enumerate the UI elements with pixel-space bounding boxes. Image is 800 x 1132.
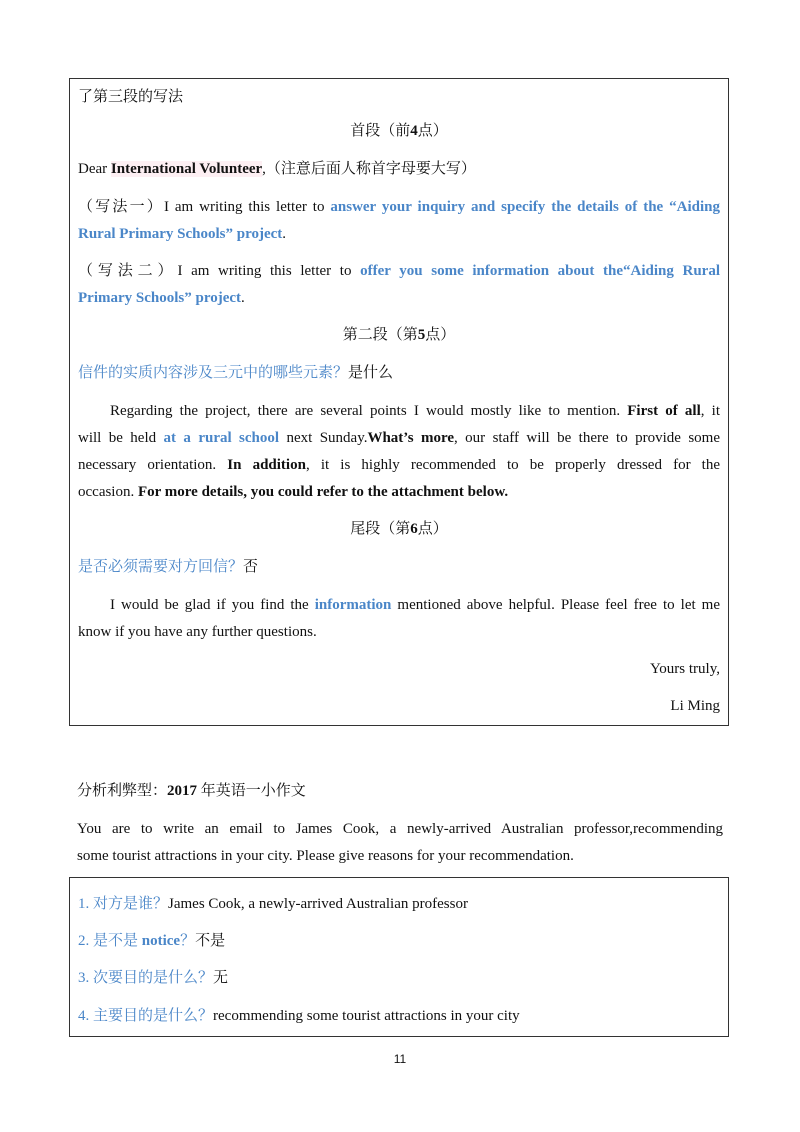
- item2-question-bold: notice: [141, 933, 181, 949]
- para-l1-b: First of all: [627, 403, 701, 419]
- body-para-line2: [78, 428, 720, 448]
- question1-text: 信件的实质内容涉及三元中的哪些元素？: [78, 365, 349, 381]
- para-l2-b: at a rural school: [163, 430, 280, 446]
- body-para-line3: [78, 455, 720, 475]
- method2-text: I am writing this letter to: [177, 263, 361, 279]
- closing-l1-a: I would be glad if you find the: [110, 597, 315, 613]
- para-l2-a: will be held: [78, 430, 164, 446]
- section2-title-a: 分析利弊型：: [77, 783, 168, 799]
- para-l4-a: occasion.: [78, 484, 138, 500]
- heading-final-paragraph: [78, 519, 720, 539]
- item1-answer: James Cook, a newly-arrived Australian professor: [168, 896, 468, 912]
- prompt-l1: You are to write an email to James Cook, a newly-arrived Australian professor,recommending: [77, 821, 723, 837]
- item3-answer: 无: [213, 970, 229, 986]
- para-l2-d: What’s more: [367, 430, 455, 446]
- body-para-line1: [110, 401, 720, 421]
- method1-highlight-a: answer your inquiry and specify the details of the “Aiding: [330, 199, 720, 215]
- closing-l1-b: information: [314, 597, 392, 613]
- closing-l1-c: mentioned above helpful. Please feel free to let me: [391, 597, 720, 613]
- para-l3-a: necessary orientation.: [78, 457, 228, 473]
- method1-highlight-b: Rural Primary Schools” project: [78, 226, 283, 242]
- signoff: Yours truly,: [649, 661, 720, 677]
- method1-line1: [78, 197, 720, 217]
- answer2-text: 否: [243, 559, 259, 575]
- item2-answer: 不是: [195, 933, 226, 949]
- method1-line2: [78, 224, 720, 244]
- question-item-4: [78, 1006, 720, 1026]
- top-line-text: 了第三段的写法: [78, 89, 184, 105]
- page-number: 11: [393, 1052, 407, 1066]
- item3-question: 3. 次要目的是什么？: [78, 970, 214, 986]
- signature: Li Ming: [670, 698, 720, 714]
- heading1-number: 4: [410, 123, 418, 139]
- heading1-text: 首段（前: [350, 123, 411, 139]
- method2-label: （写法二）: [78, 263, 178, 279]
- method2-end: .: [241, 290, 245, 306]
- method2-line2: [78, 288, 720, 308]
- method2-line1: [78, 261, 720, 281]
- item2-question-end: ？: [180, 933, 196, 949]
- salutation-name: International Volunteer: [110, 161, 263, 177]
- item4-question: 4. 主要目的是什么？: [78, 1008, 214, 1024]
- para-l2-c: next Sunday.: [279, 430, 368, 446]
- heading-first-paragraph: [78, 121, 720, 141]
- heading2-text: 第二段（第: [342, 327, 418, 343]
- section2-title: [77, 781, 723, 801]
- para-l2-e: , our staff will be there to provide some: [454, 430, 720, 446]
- signoff-line: [78, 659, 720, 679]
- heading2-number: 5: [417, 327, 426, 343]
- section2-title-b: 年英语一小作文: [197, 783, 306, 799]
- closing-para-line1: [110, 595, 720, 615]
- para-l1-a: Regarding the project, there are several points I would mostly like to mention.: [110, 403, 628, 419]
- analysis-box-letter: [69, 78, 729, 726]
- method1-end: .: [282, 226, 287, 242]
- item2-question: 2. 是不是: [78, 933, 142, 949]
- method1-label: （写法一）: [78, 199, 164, 215]
- heading3-number: 6: [410, 521, 418, 537]
- question1-line: [78, 363, 720, 383]
- question-item-1: [78, 894, 720, 914]
- section2-title-year: 2017: [167, 783, 198, 799]
- heading3-end: 点）: [417, 521, 448, 537]
- heading1-end: 点）: [417, 123, 448, 139]
- salutation-pre: Dear: [78, 161, 111, 177]
- salutation-line: [78, 159, 720, 179]
- question-item-2: [78, 931, 720, 951]
- para-l3-c: , it is highly recommended to be properly dressed for the: [305, 457, 721, 473]
- salutation-note: ,（注意后面人称首字母要大写）: [262, 161, 476, 177]
- heading3-text: 尾段（第: [350, 521, 411, 537]
- para-l4-b: For more details, you could refer to the attachment below.: [137, 484, 509, 500]
- prompt-line1: [77, 819, 723, 839]
- para-l3-b: In addition: [227, 457, 306, 473]
- question-item-3: [78, 968, 720, 988]
- method1-text: I am writing this letter to: [163, 199, 331, 215]
- question2-line: [78, 557, 720, 577]
- prompt-l2: some tourist attractions in your city. Please give reasons for your recommendation.: [77, 848, 574, 864]
- box-top-line: [78, 87, 720, 107]
- answer1-text: 是什么: [348, 365, 394, 381]
- question2-text: 是否必须需要对方回信？: [78, 559, 244, 575]
- body-para-line4: [78, 482, 720, 502]
- method2-highlight-a: offer you some information about the“Aiding Rural: [360, 263, 720, 279]
- item1-question: 1. 对方是谁？: [78, 896, 169, 912]
- signature-line: [78, 696, 720, 716]
- heading-second-paragraph: [78, 325, 720, 345]
- method2-highlight-b: Primary Schools” project: [78, 290, 242, 306]
- prompt-line2: [77, 846, 723, 866]
- closing-para-line2: [78, 622, 720, 642]
- para-l1-c: , it: [700, 403, 721, 419]
- closing-l2: know if you have any further questions.: [78, 624, 317, 640]
- item4-answer: recommending some tourist attractions in your city: [213, 1008, 520, 1024]
- analysis-box-questions: [69, 877, 729, 1037]
- heading2-end: 点）: [425, 327, 456, 343]
